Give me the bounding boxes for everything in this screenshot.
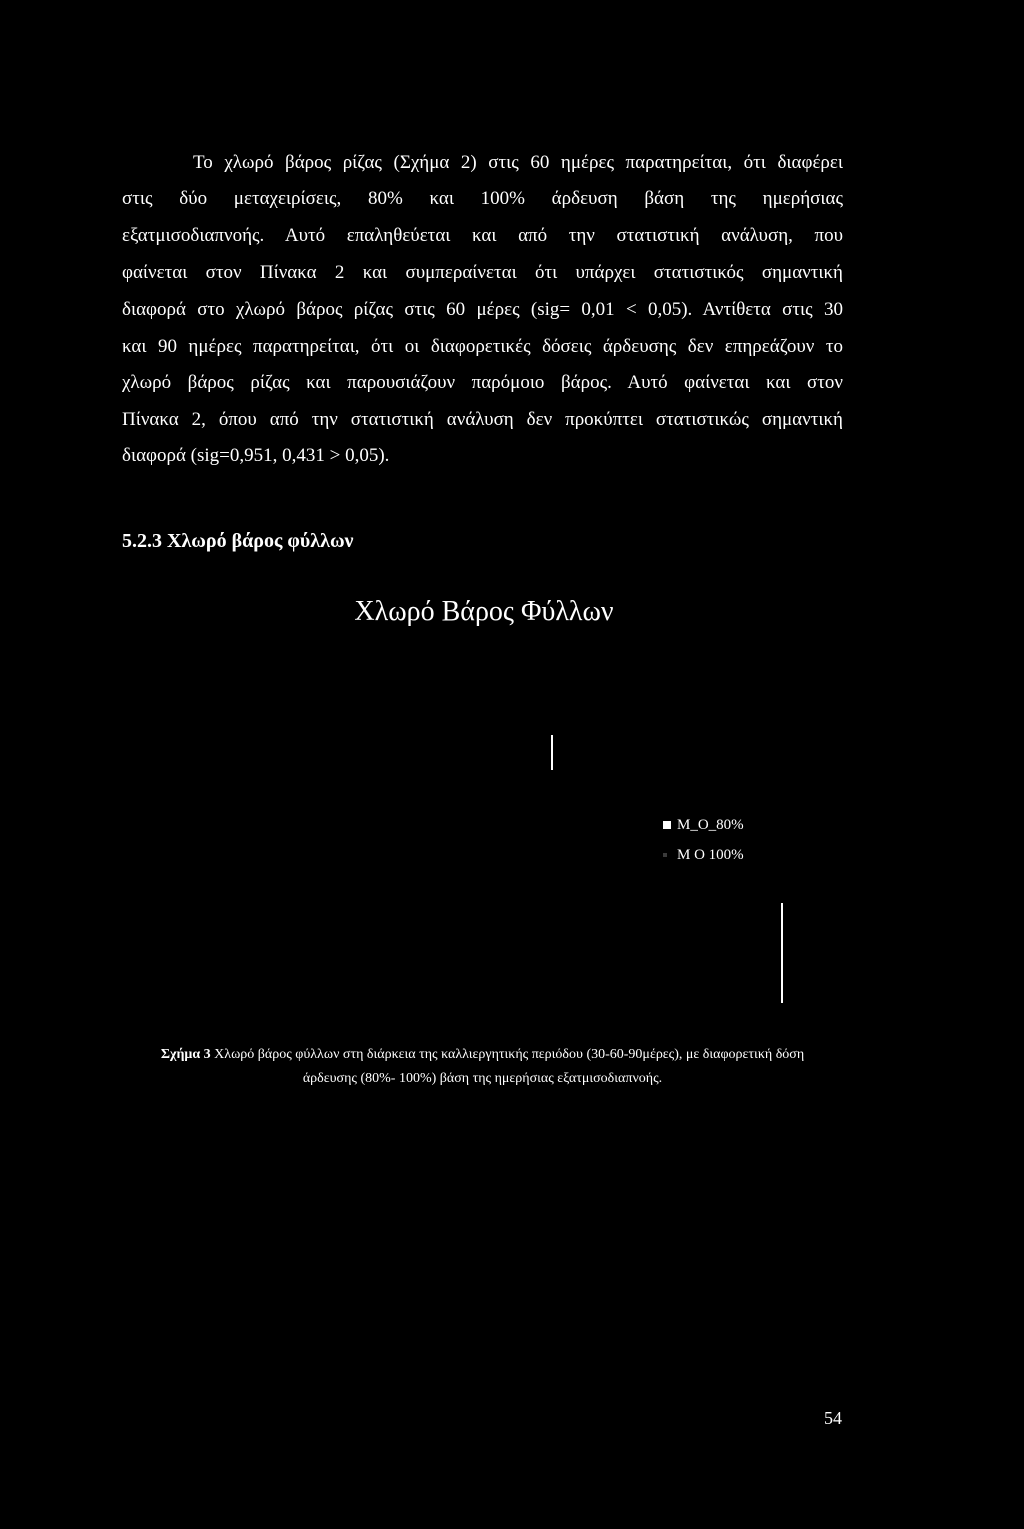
figure-title: Χλωρό Βάρος Φύλλων — [354, 596, 614, 627]
caption-label: Σχήμα 3 — [160, 1047, 211, 1062]
legend-label: M O 100% — [677, 847, 744, 863]
legend-item-100 — [663, 846, 744, 864]
body-line: στις δύο μεταχειρίσεις, 80% και 100% άρδευση βάση της ημερήσιας — [122, 188, 843, 209]
legend-item-80 — [663, 816, 744, 834]
legend-label: M_O_80% — [677, 817, 744, 833]
error-bar — [551, 735, 553, 770]
body-line: και 90 ημέρες παρατηρείται, ότι οι διαφορετικές δόσεις άρδευσης δεν επηρεάζουν το — [122, 336, 843, 357]
caption-text: άρδευσης (80%- 100%) βάση της ημερήσιας εξατμισοδιαπνοής. — [302, 1071, 663, 1086]
page-number: 54 — [824, 1408, 842, 1428]
body-line: εξατμισοδιαπνοής. Αυτό επαληθεύεται και από την στατιστική ανάλυση, που — [122, 225, 843, 246]
legend-square-icon — [663, 821, 671, 829]
body-line: διαφορά (sig=0,951, 0,431 > 0,05). — [122, 445, 390, 466]
body-line: Πίνακα 2, όπου από την στατιστική ανάλυση δεν προκύπτει στατιστικώς σημαντική — [122, 409, 843, 430]
body-line: φαίνεται στον Πίνακα 2 και συμπεραίνεται ότι υπάρχει στατιστικός σημαντική — [122, 262, 843, 283]
figure-caption-line — [122, 1070, 843, 1088]
figure — [122, 580, 843, 1020]
error-bar — [781, 903, 783, 1003]
body-line: διαφορά στο χλωρό βάρος ρίζας στις 60 μέρες (sig= 0,01 < 0,05). Αντίθετα στις 30 — [122, 299, 843, 320]
section-heading: 5.2.3 Χλωρό βάρος φύλλων — [122, 530, 354, 552]
body-line: Το χλωρό βάρος ρίζας (Σχήμα 2) στις 60 ημέρες παρατηρείται, ότι διαφέρει — [193, 152, 843, 173]
legend-square-icon — [663, 853, 667, 857]
body-line: χλωρό βάρος ρίζας και παρουσιάζουν παρόμοιο βάρος. Αυτό φαίνεται και στον — [122, 372, 843, 393]
caption-text: Χλωρό βάρος φύλλων στη διάρκεια της καλλιεργητικής περιόδου (30-60-90μέρες), με διαφορετική δόση — [214, 1047, 805, 1062]
figure-caption-line — [122, 1046, 843, 1064]
